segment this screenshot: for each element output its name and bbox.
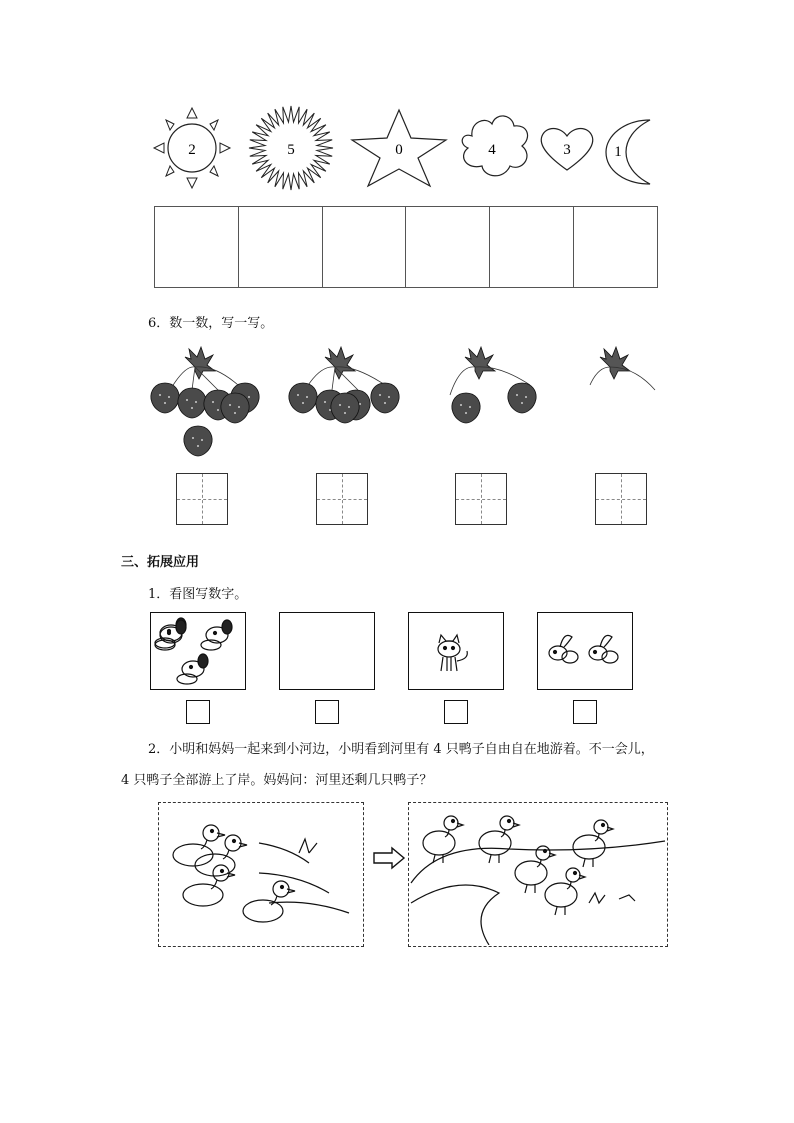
starburst-icon bbox=[249, 106, 333, 190]
cloud-number: 4 bbox=[488, 142, 496, 158]
duck-shore-icon bbox=[409, 803, 666, 945]
writing-grid[interactable] bbox=[316, 473, 368, 525]
sun-number: 2 bbox=[188, 142, 196, 158]
moon-number: 1 bbox=[614, 144, 622, 160]
shapes-row bbox=[150, 100, 660, 196]
answer-cell[interactable] bbox=[574, 207, 657, 287]
strawberry-groups bbox=[140, 345, 660, 465]
answer-cell[interactable] bbox=[155, 207, 239, 287]
answer-grid bbox=[154, 206, 658, 288]
question-2-line1: 2．小明和妈妈一起来到小河边，小明看到河里有 4 只鸭子自由自在地游着。不一会儿， bbox=[148, 742, 654, 757]
rabbit-icon bbox=[538, 613, 631, 688]
answer-cell[interactable] bbox=[323, 207, 407, 287]
answer-box[interactable] bbox=[573, 700, 597, 724]
writing-grid[interactable] bbox=[455, 473, 507, 525]
writing-grid[interactable] bbox=[595, 473, 647, 525]
answer-cell[interactable] bbox=[406, 207, 490, 287]
answer-cell[interactable] bbox=[239, 207, 323, 287]
strawberry-group-0 bbox=[590, 347, 655, 390]
scene-ducks-in-river bbox=[158, 802, 364, 947]
strawberry-group-2 bbox=[450, 347, 536, 423]
cloud-icon bbox=[462, 116, 527, 176]
strawberry-group-5 bbox=[289, 347, 399, 423]
picture-box-dogs bbox=[150, 612, 246, 690]
picture-box-rabbits bbox=[537, 612, 633, 690]
heart-number: 3 bbox=[563, 142, 571, 158]
question-1-title: 1．看图写数字。 bbox=[148, 587, 248, 602]
moon-icon bbox=[606, 120, 650, 184]
duck-icon bbox=[159, 803, 362, 945]
answer-box[interactable] bbox=[444, 700, 468, 724]
answer-box[interactable] bbox=[315, 700, 339, 724]
dog-icon bbox=[151, 613, 244, 688]
starburst-number: 5 bbox=[287, 142, 295, 158]
star-icon bbox=[352, 110, 446, 186]
sun-icon bbox=[154, 108, 230, 188]
answer-box[interactable] bbox=[186, 700, 210, 724]
star-number: 0 bbox=[395, 142, 403, 158]
answer-cell[interactable] bbox=[490, 207, 574, 287]
section-3-title: 三、拓展应用 bbox=[121, 555, 200, 570]
question-6-title: 6．数一数，写一写。 bbox=[148, 316, 274, 331]
question-2-line2: 4 只鸭子全部游上了岸。妈妈问：河里还剩几只鸭子？ bbox=[121, 773, 433, 788]
writing-grid[interactable] bbox=[176, 473, 228, 525]
picture-box-cat bbox=[408, 612, 504, 690]
heart-icon bbox=[541, 129, 593, 171]
picture-box-empty bbox=[279, 612, 375, 690]
strawberry-group-6 bbox=[151, 347, 259, 456]
arrow-right-icon bbox=[372, 846, 406, 870]
cat-icon bbox=[409, 613, 502, 688]
scene-ducks-on-shore bbox=[408, 802, 668, 947]
